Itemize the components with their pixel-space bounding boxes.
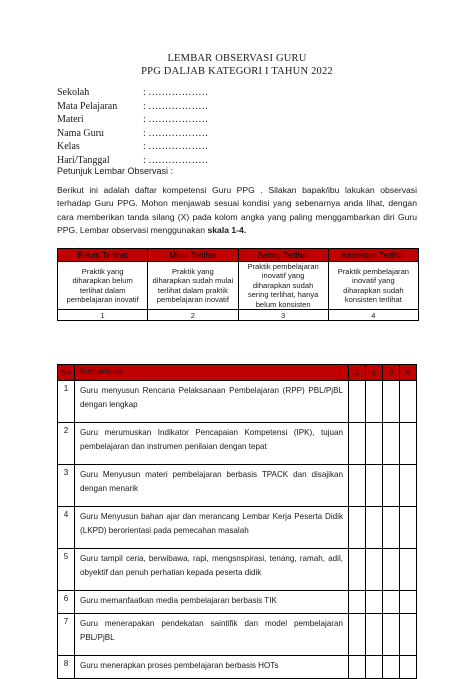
scale-number-3: 3 bbox=[238, 310, 328, 321]
score-cell-4[interactable] bbox=[400, 548, 417, 590]
identity-fields bbox=[57, 86, 208, 167]
score-cell-3[interactable] bbox=[383, 548, 400, 590]
score-cell-4[interactable] bbox=[400, 422, 417, 464]
scale-description-row bbox=[58, 262, 419, 310]
competency-header-row bbox=[58, 365, 417, 381]
scale-number-4: 4 bbox=[328, 310, 418, 321]
table-row bbox=[58, 464, 417, 506]
row-number: 5 bbox=[58, 548, 75, 590]
header-score-3: 3 bbox=[383, 365, 400, 381]
scale-number-1: 1 bbox=[58, 310, 148, 321]
header-no: No bbox=[58, 365, 75, 381]
field-value: : ……………… bbox=[143, 100, 209, 112]
score-cell-3[interactable] bbox=[383, 422, 400, 464]
row-number: 1 bbox=[58, 380, 75, 422]
score-cell-2[interactable] bbox=[366, 548, 383, 590]
score-cell-4[interactable] bbox=[400, 655, 417, 678]
scale-description-1: Praktik yang diharapkan belum terlihat dalam pembelajaran inovatif bbox=[58, 262, 148, 310]
field-value: : ……………… bbox=[143, 154, 209, 166]
instructions-paragraph bbox=[57, 184, 417, 237]
score-cell-3[interactable] bbox=[383, 506, 400, 548]
row-number: 4 bbox=[58, 506, 75, 548]
row-competency: Guru tampil ceria, berwibawa, rapi, mengsnspirasi, tenang, ramah, adil, obyektif dan penuh perhatian kepada peserta didik bbox=[75, 548, 349, 590]
field-label: Nama Guru bbox=[57, 127, 104, 139]
field-label: Hari/Tanggal bbox=[57, 154, 110, 166]
score-cell-4[interactable] bbox=[400, 590, 417, 613]
row-number: 7 bbox=[58, 613, 75, 655]
scale-number-row bbox=[58, 310, 419, 321]
table-row bbox=[58, 590, 417, 613]
header-score-4: 4 bbox=[400, 365, 417, 381]
row-number: 8 bbox=[58, 655, 75, 678]
field-label: Materi bbox=[57, 114, 84, 125]
scale-table bbox=[57, 248, 419, 321]
score-cell-3[interactable] bbox=[383, 613, 400, 655]
row-number: 3 bbox=[58, 464, 75, 506]
header-kompetensi: Kompetensi bbox=[75, 365, 349, 381]
table-row bbox=[58, 548, 417, 590]
score-cell-3[interactable] bbox=[383, 655, 400, 678]
score-cell-2[interactable] bbox=[366, 655, 383, 678]
row-competency: Guru Menyusun materi pembelajaran berbasis TPACK dan disajikan dengan menarik bbox=[75, 464, 349, 506]
score-cell-4[interactable] bbox=[400, 380, 417, 422]
row-competency: Guru Menyusun bahan ajar dan merancang Lembar Kerja Peserta Didik (LKPD) berorientasi pada pemecahan masalah bbox=[75, 506, 349, 548]
scale-description-2: Praktik yang diharapkan sudah mulai terlihat dalam praktik pembelajaran inovatif bbox=[148, 262, 238, 310]
document-title: LEMBAR OBSERVASI GURU bbox=[167, 53, 307, 64]
scale-header-1: Belum Terlihat bbox=[58, 249, 148, 262]
score-cell-3[interactable] bbox=[383, 464, 400, 506]
field-nama-guru bbox=[57, 127, 208, 141]
competency-table bbox=[57, 364, 417, 679]
field-label: Mata Pelajaran bbox=[57, 100, 118, 112]
row-number: 6 bbox=[58, 590, 75, 613]
field-label: Kelas bbox=[57, 141, 80, 152]
scale-description-4: Praktik pembelajaran inovatif yang diharapkan sudah konsisten terlihat bbox=[328, 262, 418, 310]
score-cell-1[interactable] bbox=[349, 464, 366, 506]
row-number: 2 bbox=[58, 422, 75, 464]
score-cell-1[interactable] bbox=[349, 590, 366, 613]
header-score-1: 1 bbox=[349, 365, 366, 381]
field-materi bbox=[57, 113, 208, 127]
row-competency: Guru memanfaatkan media pembelajaran berbasis TIK bbox=[75, 590, 349, 613]
table-row bbox=[58, 613, 417, 655]
score-cell-3[interactable] bbox=[383, 590, 400, 613]
field-value: : ……………… bbox=[143, 141, 209, 152]
score-cell-1[interactable] bbox=[349, 422, 366, 464]
score-cell-3[interactable] bbox=[383, 380, 400, 422]
scale-header-3: Sering Terlihat bbox=[238, 249, 328, 262]
score-cell-1[interactable] bbox=[349, 380, 366, 422]
instructions-heading: Petunjuk Lembar Observasi : bbox=[57, 166, 174, 176]
score-cell-1[interactable] bbox=[349, 548, 366, 590]
document-subtitle: PPG DALJAB KATEGORI I TAHUN 2022 bbox=[141, 66, 333, 77]
table-row bbox=[58, 506, 417, 548]
score-cell-2[interactable] bbox=[366, 506, 383, 548]
field-value: : ……………… bbox=[143, 87, 209, 98]
score-cell-4[interactable] bbox=[400, 506, 417, 548]
score-cell-1[interactable] bbox=[349, 506, 366, 548]
field-label: Sekolah bbox=[57, 87, 90, 98]
score-cell-2[interactable] bbox=[366, 613, 383, 655]
table-row bbox=[58, 655, 417, 678]
field-hari-tanggal bbox=[57, 154, 208, 168]
scale-header-row bbox=[58, 249, 419, 262]
score-cell-2[interactable] bbox=[366, 422, 383, 464]
row-competency: Guru menerapakan pendekatan saintifik dan model pembelajaran PBL/PjBL bbox=[75, 613, 349, 655]
score-cell-2[interactable] bbox=[366, 590, 383, 613]
field-sekolah bbox=[57, 86, 208, 100]
table-row bbox=[58, 422, 417, 464]
field-mata-pelajaran bbox=[57, 100, 208, 114]
row-competency: Guru menerapkan proses pembelajaran berbasis HOTs bbox=[75, 655, 349, 678]
row-competency: Guru merumuskan Indikator Pencapaian Kompetensi (IPK), tujuan pembelajaran dan instrumen penilaian dengan tepat bbox=[75, 422, 349, 464]
scale-number-2: 2 bbox=[148, 310, 238, 321]
instructions-scale: skala 1-4. bbox=[207, 224, 247, 235]
scale-header-4: Konsisten Terlihat bbox=[328, 249, 418, 262]
score-cell-2[interactable] bbox=[366, 464, 383, 506]
field-kelas bbox=[57, 140, 208, 154]
score-cell-1[interactable] bbox=[349, 655, 366, 678]
field-value: : ……………… bbox=[143, 127, 209, 139]
scale-header-2: Mulai Terlihat bbox=[148, 249, 238, 262]
scale-description-3: Praktik pembelajaran inovatif yang diharapkan sudah sering terlihat, hanya belum konsisten bbox=[238, 262, 328, 310]
instructions-text: Berikut ini adalah daftar kompetensi Guru PPG . Silakan bapak/ibu lakukan observasi terhadap Guru PPG. Mohon menjawab sesuai kondisi yang sebenarnya anda lihat, dengan cara memberikan tanda silang (X) pada kolom angka yang paling menggambarkan diri Guru PPG. Lembar observasi menggunakan bbox=[57, 185, 417, 235]
score-cell-2[interactable] bbox=[366, 380, 383, 422]
score-cell-4[interactable] bbox=[400, 464, 417, 506]
table-row bbox=[58, 380, 417, 422]
row-competency: Guru menyusun Rencana Pelaksanaan Pembelajaran (RPP) PBL/PjBL dengan lengkap bbox=[75, 380, 349, 422]
score-cell-4[interactable] bbox=[400, 613, 417, 655]
field-value: : ……………… bbox=[143, 114, 209, 125]
score-cell-1[interactable] bbox=[349, 613, 366, 655]
header-score-2: 2 bbox=[366, 365, 383, 381]
